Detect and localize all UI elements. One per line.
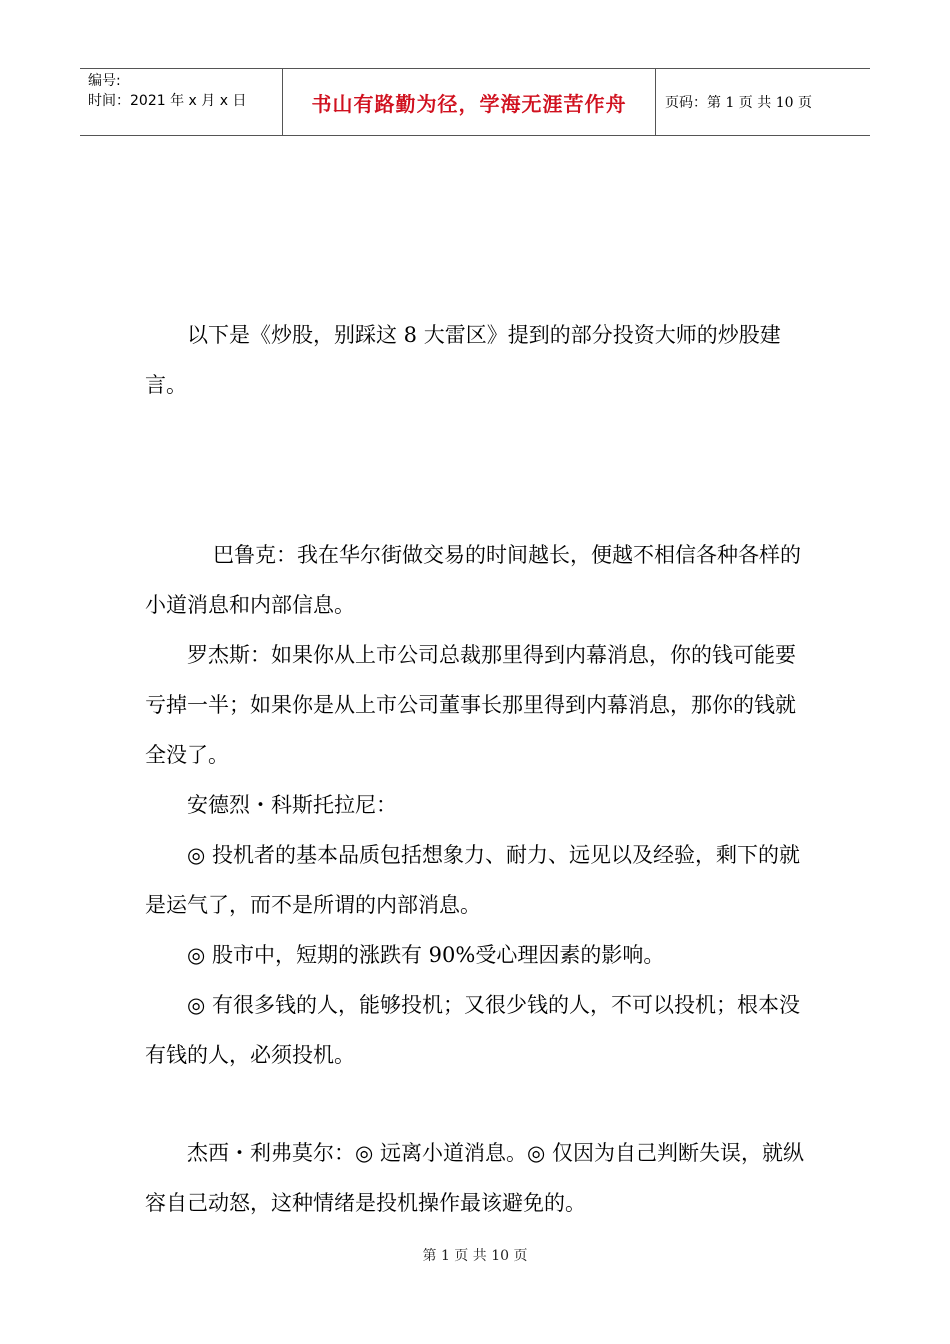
paragraph-rogers: 罗杰斯：如果你从上市公司总裁那里得到内幕消息，你的钱可能要亏掉一半；如果你是从上市公司董事长那里得到内幕消息，那你的钱就全没了。 xyxy=(145,643,796,767)
spacer xyxy=(145,410,809,530)
paragraph-kostolany-2: ◎ 股市中，短期的涨跌有 90%受心理因素的影响。 xyxy=(187,943,665,967)
paragraph-kostolany-3: ◎ 有很多钱的人，能够投机；又很少钱的人，不可以投机；根本没有钱的人，必须投机。 xyxy=(145,993,800,1067)
page-footer: 第 1 页 共 10 页 xyxy=(422,1248,528,1264)
intro-paragraph: 以下是《炒股，别踩这 8 大雷区》提到的部分投资大师的炒股建言。 xyxy=(145,323,781,397)
header-motto-cell xyxy=(282,69,656,135)
document-header xyxy=(80,68,870,136)
header-meta xyxy=(80,69,282,135)
spacer xyxy=(145,1080,809,1128)
document-body xyxy=(145,310,809,1228)
header-page-info-cell xyxy=(656,69,870,135)
time-label: 时间：2021 年 x 月 x 日 xyxy=(88,93,247,109)
motto: 书山有路勤为径，学海无涯苦作舟 xyxy=(311,91,627,116)
paragraph-kostolany-1: ◎ 投机者的基本品质包括想象力、耐力、远见以及经验，剩下的就是运气了，而不是所谓的内部消息。 xyxy=(145,843,800,917)
paragraph-baruch: 巴鲁克：我在华尔街做交易的时间越长，便越不相信各种各样的小道消息和内部信息。 xyxy=(145,543,801,617)
page-info: 页码：第 1 页 共 10 页 xyxy=(665,95,812,111)
paragraph-livermore: 杰西・利弗莫尔：◎ 远离小道消息。◎ 仅因为自己判断失误，就纵容自己动怒，这种情绪是投机操作最该避免的。 xyxy=(145,1141,804,1215)
number-label: 编号: xyxy=(88,73,121,89)
paragraph-kostolany-heading: 安德烈・科斯托拉尼： xyxy=(187,793,397,817)
